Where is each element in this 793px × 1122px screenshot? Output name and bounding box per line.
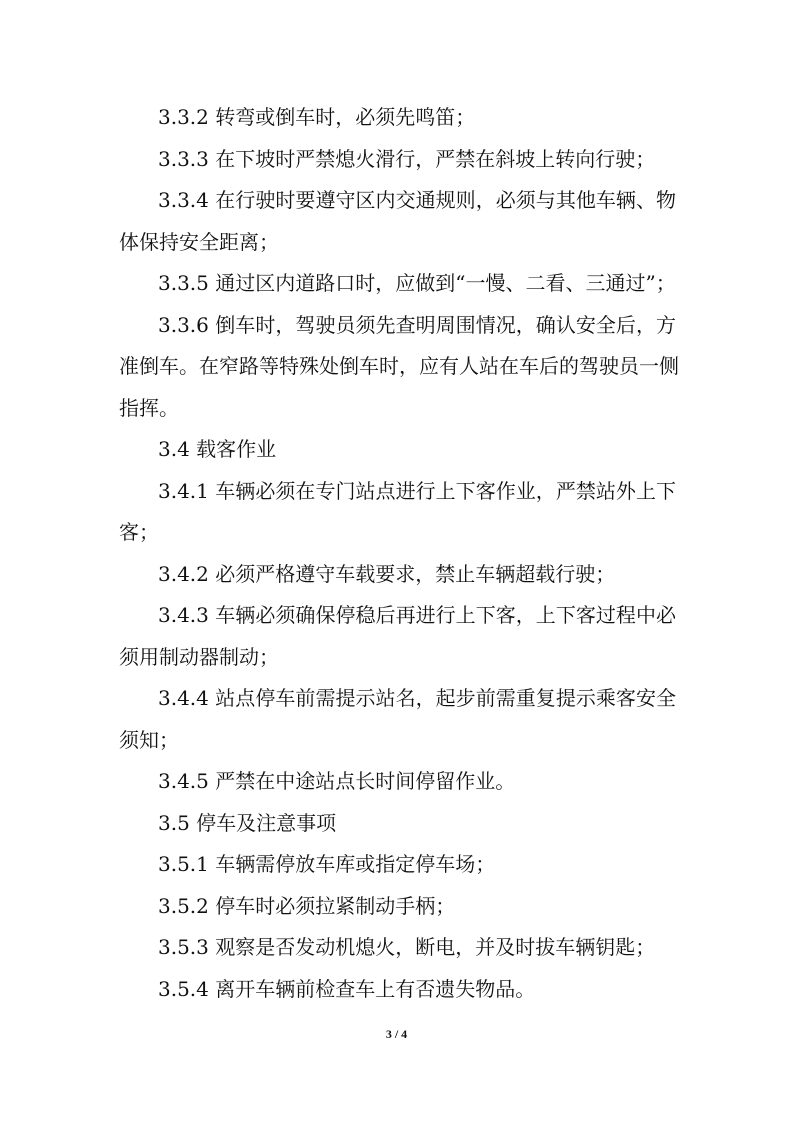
paragraph (119, 97, 676, 139)
text-line: 3.4.5 严禁在中途站点长时间停留作业。 (158, 769, 516, 793)
text-line: 3.5.1 车辆需停放车库或指定停车场； (158, 852, 496, 876)
text-line: 3.5 停车及注意事项 (158, 810, 337, 835)
paragraph (119, 429, 676, 471)
text-line: 须知； (119, 727, 179, 752)
text-line: 3.4.3 车辆必须确保停稳后再进行上下客，上下客过程中必 (158, 603, 676, 627)
text-line: 3.4.2 必须严格遵守车载要求，禁止车辆超载行驶； (158, 561, 616, 586)
text-line: 3.3.4 在行驶时要遵守区内交通规则，必须与其他车辆、物 (158, 188, 676, 212)
paragraph (119, 263, 676, 305)
text-line: 3.3.2 转弯或倒车时，必须先鸣笛； (158, 105, 476, 129)
text-line: 3.3.6 倒车时，驾驶员须先查明周围情况，确认安全后，方 (158, 312, 676, 337)
paragraph (119, 678, 676, 761)
paragraph (119, 554, 676, 596)
text-line: 须用制动器制动； (119, 644, 279, 669)
paragraph (119, 927, 676, 969)
paragraph (119, 969, 676, 1011)
text-line: 准倒车。在窄路等特殊处倒车时，应有人站在车后的驾驶员一侧 (119, 354, 679, 378)
text-line: 指挥。 (119, 395, 179, 420)
text-line: 客； (119, 520, 159, 544)
paragraph (119, 139, 676, 181)
paragraph (119, 595, 676, 678)
text-line: 3.4.4 站点停车前需提示站名，起步前需重复提示乘客安全 (158, 686, 676, 710)
text-line: 3.5.2 停车时必须拉紧制动手柄； (158, 893, 456, 918)
text-line: 3.5.4 离开车辆前检查车上有否遗失物品。 (158, 976, 536, 1001)
page-number: 3 / 4 (385, 1027, 408, 1041)
text-line: 体保持安全距离； (119, 229, 279, 254)
text-line: 3.4 载客作业 (158, 437, 277, 461)
document-body (119, 97, 679, 1010)
paragraph (119, 471, 676, 554)
paragraph (119, 844, 676, 886)
paragraph (119, 803, 676, 845)
paragraph (119, 180, 676, 263)
text-line: 3.5.3 观察是否发动机熄火，断电，并及时拔车辆钥匙； (158, 935, 656, 959)
paragraph (119, 886, 676, 928)
paragraph (119, 305, 679, 430)
text-line: 3.3.5 通过区内道路口时，应做到“一慢、二看、三通过”； (158, 271, 676, 295)
paragraph (119, 761, 676, 803)
text-line: 3.3.3 在下坡时严禁熄火滑行，严禁在斜坡上转向行驶； (158, 146, 656, 171)
text-line: 3.4.1 车辆必须在专门站点进行上下客作业，严禁站外上下 (158, 478, 676, 503)
